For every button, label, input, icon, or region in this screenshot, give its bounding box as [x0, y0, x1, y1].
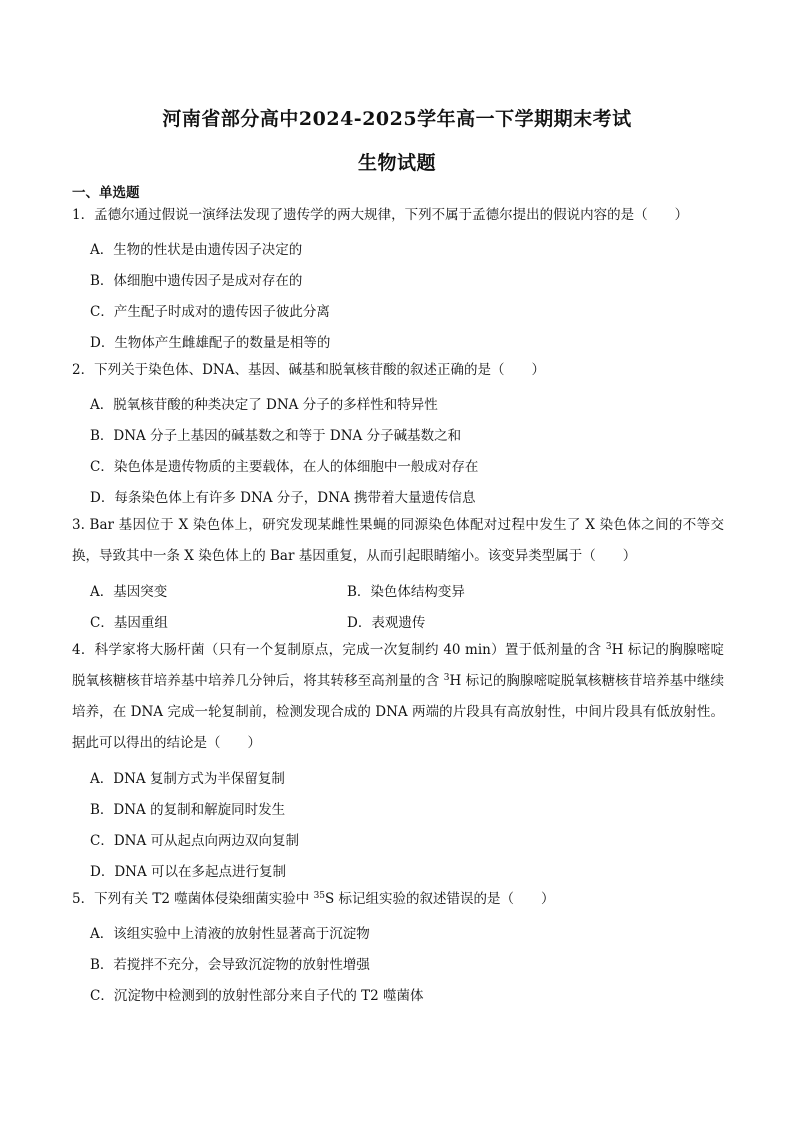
question-1-stem: 1．孟德尔通过假说一演绎法发现了遗传学的两大规律，下列不属于孟德尔提出的假说内容的是（ ）: [72, 207, 689, 223]
superscript-35: 35: [313, 891, 326, 901]
question-3-option-a: A．基因突变: [90, 584, 168, 600]
question-1-option-d: D．生物体产生雌雄配子的数量是相等的: [90, 335, 331, 351]
question-1-option-a: A．生物的性状是由遗传因子决定的: [90, 242, 303, 258]
question-5-option-c: C．沉淀物中检测到的放射性部分来自子代的 T2 噬菌体: [90, 988, 424, 1004]
question-4-stem: 4．科学家将大肠杆菌（只有一个复制原点，完成一次复制约 40 min）置于低剂量的含 $^3$H 标记的胸腺嘧啶脱氧核糖核苷培养基中培养几分钟后，将其转移至高剂量的含 $^3$H 标记的胸腺嘧啶脱氧核糖核苷培养基中继续培养，在 DNA 完成一轮复制前，检测发现合成的 DNA 两端的片段具有高放射性，中间片段具有低放射性。据此可以得出的结论是（ ）: [72, 642, 724, 751]
question-2-option-a: A．脱氧核苷酸的种类决定了 DNA 分子的多样性和特异性: [90, 397, 438, 413]
question-4-option-d: D．DNA 可以在多起点进行复制: [90, 864, 287, 880]
section-heading: 一、单选题: [72, 185, 140, 201]
question-4-option-b: B．DNA 的复制和解旋同时发生: [90, 802, 286, 818]
question-3-option-d: D．表观遗传: [347, 615, 426, 631]
question-3-option-c: C．基因重组: [90, 615, 168, 631]
page-title: 河南省部分高中2024-2025学年高一下学期期末考试: [162, 108, 632, 130]
page-subtitle: 生物试题: [357, 152, 436, 174]
question-2-option-d: D．每条染色体上有许多 DNA 分子，DNA 携带着大量遗传信息: [90, 490, 476, 506]
question-5-option-b: B．若搅拌不充分，会导致沉淀物的放射性增强: [90, 957, 370, 973]
question-2-stem: 2．下列关于染色体、DNA、基因、碱基和脱氧核苷酸的叙述正确的是（ ）: [72, 362, 545, 378]
question-4-option-a: A．DNA 复制方式为半保留复制: [90, 771, 285, 787]
superscript-3: 3: [443, 673, 450, 683]
question-3-option-b: B．染色体结构变异: [347, 584, 465, 600]
question-2-option-b: B．DNA 分子上基因的碱基数之和等于 DNA 分子碱基数之和: [90, 428, 462, 444]
question-3-stem: 3. Bar 基因位于 X 染色体上，研究发现某雌性果蝇的同源染色体配对过程中发生了 X 染色体之间的不等交换，导致其中一条 X 染色体上的 Bar 基因重复，从而引起眼睛缩小。该变异类型属于（ ）: [72, 517, 724, 564]
question-5-option-a: A．该组实验中上清液的放射性显著高于沉淀物: [90, 926, 370, 942]
question-4-option-c: C．DNA 可从起点向两边双向复制: [90, 833, 300, 849]
question-1-option-b: B．体细胞中遗传因子是成对存在的: [90, 273, 303, 289]
question-1-option-c: C．产生配子时成对的遗传因子彼此分离: [90, 304, 330, 320]
superscript-3: 3: [605, 642, 612, 652]
question-5-stem: 5．下列有关 T2 噬菌体侵染细菌实验中 $^{35}$S 标记组实验的叙述错误的是（ ）: [72, 891, 555, 907]
question-2-option-c: C．染色体是遗传物质的主要载体，在人的体细胞中一般成对存在: [90, 459, 479, 475]
